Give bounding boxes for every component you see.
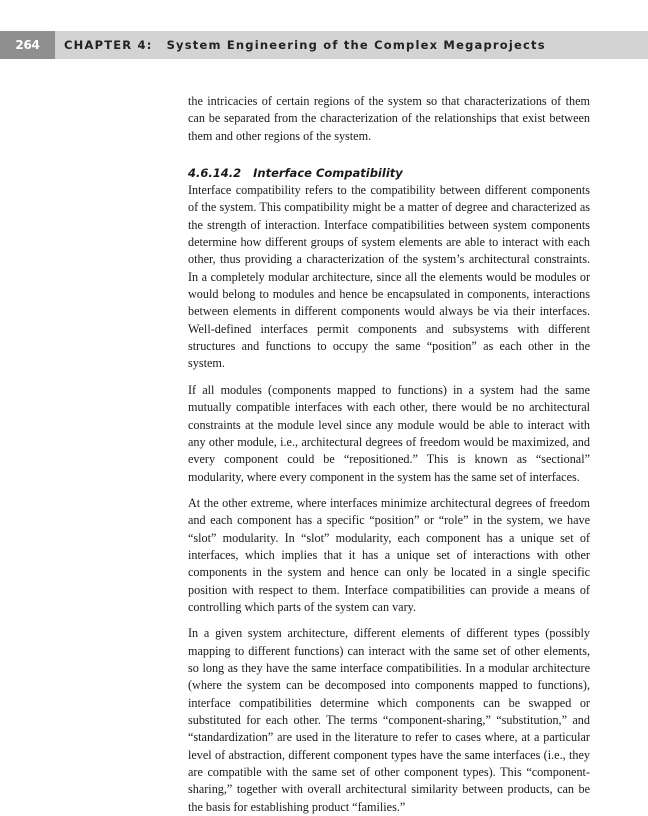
running-header [0, 31, 648, 59]
body-paragraph: Interface compatibility refers to the compatibility between different components of the system. This compatibility might be a matter of degree and characterized as the strength of interaction. Interface compatibilities between system components determine how different groups of system elements are able to interact with each other, thus providing a characterization of the system’s architectural constraints. In a completely modular architecture, since all the elements would be modules or would belong to modules and hence be encapsulated in components, interactions between elements in different components would always be via their interfaces. Well-defined interfaces permit components and subsystems with different structures and functions to occupy the same “position” as each other in the system. [188, 183, 590, 371]
chapter-title: System Engineering of the Complex Megaprojects [166, 38, 546, 52]
running-head-title [64, 31, 546, 59]
section-heading [188, 165, 590, 182]
page-body [188, 93, 590, 816]
page-number: 264 [15, 38, 40, 52]
section-number: 4.6.14.2 [188, 166, 242, 181]
body-paragraph: If all modules (components mapped to functions) in a system had the same mutually compatible interfaces with each other, there would be no architectural constraints at the module level since any module would be able to interact with any other module, i.e., architectural degrees of freedom would be maximized, and every component could be “repositioned.” This is known as “sectional” modularity, where every component in the system has the same set of interfaces. [188, 382, 590, 484]
body-paragraph: In a given system architecture, different elements of different types (possibly mapping to different functions) can interact with the same set of other elements, so long as they have the same interface compatibilities. In a modular architecture (where the system can be decomposed into components mapped to functions), interface compatibilities determine which components can be swapped or substituted for each other. The terms “component-sharing,” “substitution,” and “standardization” are used in the literature to refer to cases where, at a particular level of abstraction, different component types have the same interfaces (i.e., they are compatible with the same set of other component types). This “component-sharing,” together with overall architectural similarity between products, can be the basis for establishing product “families.” [188, 626, 590, 814]
section-title: Interface Compatibility [253, 166, 403, 181]
chapter-label: CHAPTER 4: [64, 38, 153, 52]
page-number-box [0, 31, 55, 59]
body-paragraph: At the other extreme, where interfaces minimize architectural degrees of freedom and each component has a specific “position” or “role” in the system, we have “slot” modularity. In “slot” modularity, each component has a unique set of interfaces, which implies that it has a unique set of interactions with other components in the system and hence can only be located in a single specific position with respect to them. Interface compatibilities can provide a means of controlling which parts of the system can vary. [188, 495, 590, 614]
intro-paragraph: the intricacies of certain regions of the system so that characterizations of them can be separated from the characterization of the relationships that exist between them and other regions of the system. [188, 94, 590, 143]
